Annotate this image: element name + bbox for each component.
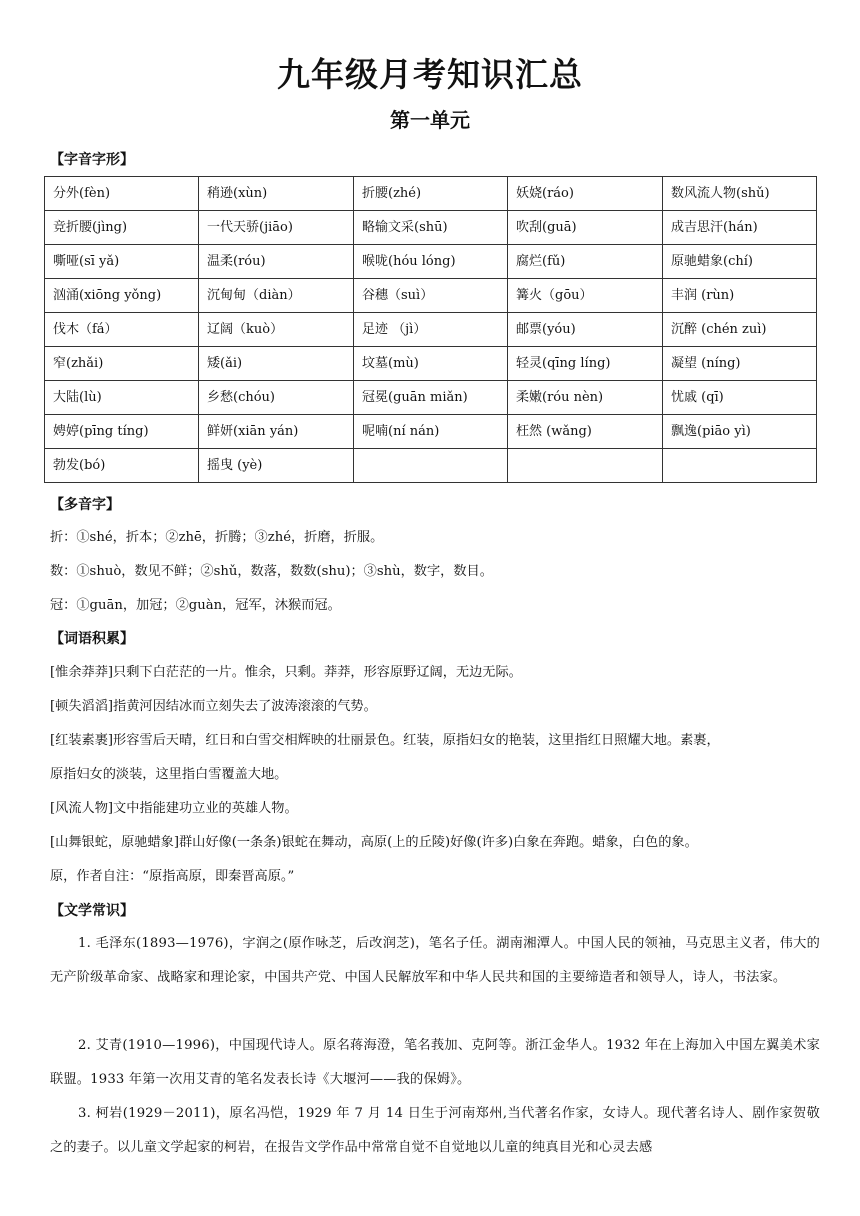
table-cell: 娉婷(pīng tíng)	[45, 415, 199, 449]
table-cell: 篝火（gōu）	[508, 279, 663, 313]
table-cell: 妖娆(ráo)	[508, 177, 663, 211]
literature-paragraph: 2. 艾青(1910—1996)，中国现代诗人。原名蒋海澄，笔名莪加、克阿等。浙江金华人。1932 年在上海加入中国左翼美术家联盟。1933 年第一次用艾青的笔名发表长诗《大堰河——我的保姆》。	[50, 1038, 820, 1087]
table-cell	[663, 449, 817, 483]
table-cell: 竞折腰(jìng)	[45, 211, 199, 245]
table-cell: 忧戚 (qī)	[663, 381, 817, 415]
table-cell: 矮(ǎi)	[199, 347, 354, 381]
table-row	[45, 381, 817, 415]
table-row	[45, 245, 817, 279]
table-cell: 腐烂(fǔ)	[508, 245, 663, 279]
section-heading-polyphones: 【多音字】	[50, 497, 120, 513]
table-cell: 沉醉 (chén zuì)	[663, 313, 817, 347]
table-cell: 稍逊(xùn)	[199, 177, 354, 211]
polyphone-line: 数：①shuò，数见不鲜；②shǔ，数落，数数(shu)；③shù，数字，数目。	[50, 564, 493, 579]
literature-paragraph: 1. 毛泽东(1893—1976)，字润之(原作咏芝，后改润芝)，笔名子任。湖南湘潭人。中国人民的领袖，马克思主义者，伟大的无产阶级革命家、战略家和理论家，中国共产党、中国人民解放军和中华人民共和国的主要缔造者和领导人，诗人，书法家。	[50, 936, 820, 985]
vocabulary-line: [山舞银蛇，原驰蜡象]群山好像(一条条)银蛇在舞动，高原(上的丘陵)好像(许多)白象在奔跑。蜡象，白色的象。	[50, 835, 698, 850]
table-cell: 大陆(lù)	[45, 381, 199, 415]
table-cell: 足迹 （jì）	[354, 313, 508, 347]
table-cell: 飘逸(piāo yì)	[663, 415, 817, 449]
vocabulary-line: [顿失滔滔]指黄河因结冰而立刻失去了波涛滚滚的气势。	[50, 699, 377, 714]
table-cell: 汹涌(xiōng yǒng)	[45, 279, 199, 313]
table-cell: 枉然 (wǎng)	[508, 415, 663, 449]
table-row	[45, 279, 817, 313]
table-cell: 邮票(yóu)	[508, 313, 663, 347]
table-cell: 丰润 (rùn)	[663, 279, 817, 313]
table-cell: 喉咙(hóu lóng)	[354, 245, 508, 279]
table-cell: 成吉思汗(hán)	[663, 211, 817, 245]
literature-paragraph: 3. 柯岩(1929－2011)，原名冯恺，1929 年 7 月 14 日生于河南郑州,当代著名作家，女诗人。现代著名诗人、剧作家贺敬之的妻子。以儿童文学起家的柯岩，在报告文学作品中常常自觉不自觉地以儿童的纯真目光和心灵去感	[50, 1106, 820, 1155]
table-row	[45, 347, 817, 381]
table-cell: 凝望 (níng)	[663, 347, 817, 381]
table-cell: 谷穗（suì）	[354, 279, 508, 313]
vocabulary-line: 原指妇女的淡装，这里指白雪覆盖大地。	[50, 767, 288, 782]
section-heading-pronunciation: 【字音字形】	[50, 152, 134, 168]
table-cell: 窄(zhǎi)	[45, 347, 199, 381]
table-cell: 轻灵(qīng líng)	[508, 347, 663, 381]
table-row	[45, 449, 817, 483]
table-row	[45, 177, 817, 211]
table-cell: 辽阔（kuò）	[199, 313, 354, 347]
table-cell: 呢喃(ní nán)	[354, 415, 508, 449]
table-cell: 鲜妍(xiān yán)	[199, 415, 354, 449]
table-cell	[508, 449, 663, 483]
section-heading-literature: 【文学常识】	[50, 903, 134, 919]
table-cell: 勃发(bó)	[45, 449, 199, 483]
vocabulary-line: 原，作者自注：“原指高原，即秦晋高原。”	[50, 869, 295, 884]
table-cell: 伐木（fá）	[45, 313, 199, 347]
table-row	[45, 415, 817, 449]
table-row	[45, 211, 817, 245]
table-cell: 分外(fèn)	[45, 177, 199, 211]
table-cell: 嘶哑(sī yǎ)	[45, 245, 199, 279]
table-cell: 摇曳 (yè)	[199, 449, 354, 483]
unit-heading: 第一单元	[390, 108, 470, 132]
vocabulary-line: [红装素裹]形容雪后天晴，红日和白雪交相辉映的壮丽景色。红装，原指妇女的艳装，这里指红日照耀大地。素裹，	[50, 733, 720, 748]
table-cell: 坟墓(mù)	[354, 347, 508, 381]
table-cell: 略输文采(shū)	[354, 211, 508, 245]
table-cell: 柔嫩(róu nèn)	[508, 381, 663, 415]
table-cell: 数风流人物(shǔ)	[663, 177, 817, 211]
table-cell: 冠冕(guān miǎn)	[354, 381, 508, 415]
table-cell: 乡愁(chóu)	[199, 381, 354, 415]
table-cell: 折腰(zhé)	[354, 177, 508, 211]
polyphone-line: 冠：①guān，加冠；②guàn，冠军，沐猴而冠。	[50, 598, 341, 613]
table-row	[45, 313, 817, 347]
vocabulary-line: [惟余莽莽]只剩下白茫茫的一片。惟余，只剩。莽莽，形容原野辽阔，无边无际。	[50, 665, 522, 680]
polyphone-line: 折：①shé，折本；②zhē，折腾；③zhé，折磨，折服。	[50, 530, 384, 545]
table-cell: 一代天骄(jiāo)	[199, 211, 354, 245]
table-cell: 沉甸甸（diàn）	[199, 279, 354, 313]
page-title: 九年级月考知识汇总	[277, 55, 583, 94]
table-cell: 吹刮(guā)	[508, 211, 663, 245]
table-cell: 温柔(róu)	[199, 245, 354, 279]
table-cell	[354, 449, 508, 483]
pronunciation-table	[44, 176, 817, 483]
vocabulary-line: [风流人物]文中指能建功立业的英雄人物。	[50, 801, 298, 816]
table-cell: 原驰蜡象(chí)	[663, 245, 817, 279]
section-heading-vocabulary: 【词语积累】	[50, 631, 134, 647]
